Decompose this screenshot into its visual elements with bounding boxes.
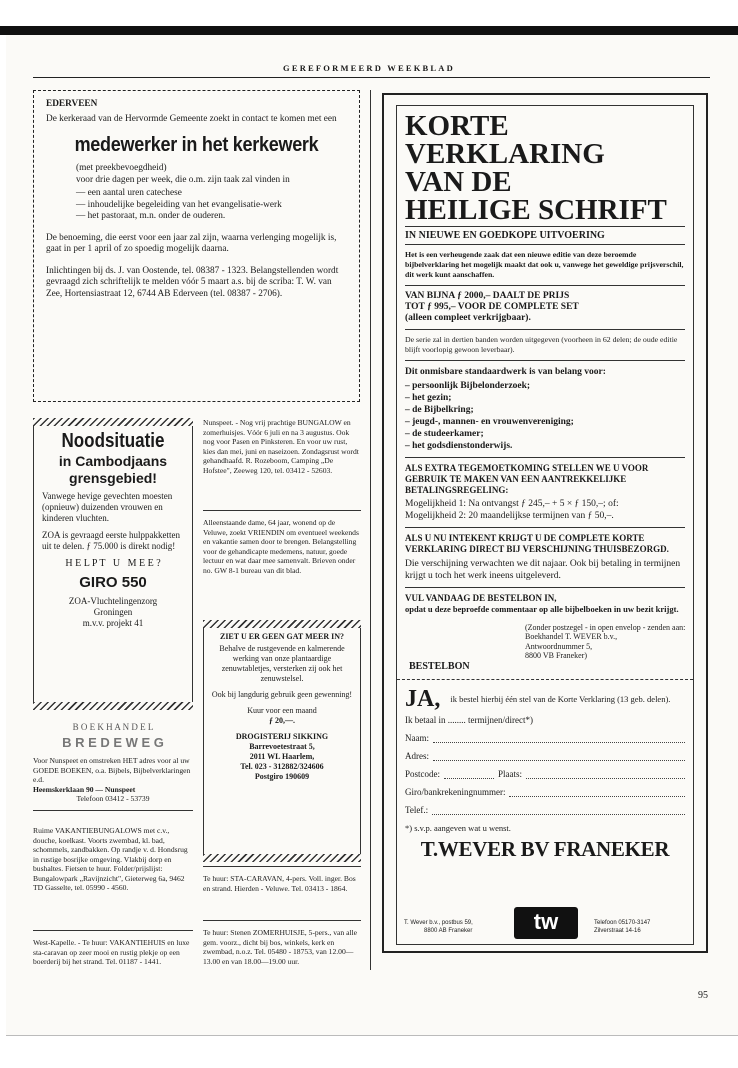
korte-zonder4: 8800 VB Franeker): [525, 651, 588, 660]
title-line: KORTE: [405, 110, 509, 142]
zigzag-border-bottom: [203, 854, 361, 862]
giro-label: Giro/bankrekeningnummer:: [405, 786, 506, 797]
sikking-name: DROGISTERIJ SIKKING: [235, 732, 329, 741]
ederveen-item: — een aantal uren catechese: [76, 188, 182, 198]
form-adres[interactable]: [405, 751, 685, 761]
ederveen-item: — inhoudelijke begeleiding van het evangelisatie-werk: [76, 199, 282, 210]
naam-label: Naam:: [405, 732, 429, 743]
header-rule: [33, 77, 710, 78]
wever-name: T.WEVER BV FRANEKER: [420, 836, 670, 861]
ja-text: ik bestel hierbij één stel van de Korte Verklaring (13 geb. delen).: [450, 693, 671, 704]
zoa-org: ZOA-Vluchtelingenzorg: [68, 596, 158, 606]
classified-ad: Alleenstaande dame, 64 jaar, wonend op de Veluwe, zoekt VRIENDIN om eventueel weekends en vakantie samen door te brengen. Belangstelling voor de gehandicapte medemens, natuur, goede lectuur en wat daar mee samenvalt. Brieven onder no. GW 8-1 bureau van dit blad.: [203, 518, 359, 575]
ederveen-sub2: voor drie dagen per week, die o.m. zijn taak zal vinden in: [76, 174, 290, 185]
korte-price2: TOT ƒ 995,– VOOR DE COMPLETE SET: [405, 302, 579, 312]
ederveen-headline: medewerker in het kerkewerk: [74, 134, 319, 156]
telef-label: Telef.:: [405, 804, 429, 815]
sikking-body: Behalve de rustgevende en kalmerende werking van onze plantaardige zenuwtabletjes, versterken zij ook het zenuwstelsel.: [219, 644, 345, 683]
sikking-ad: [203, 620, 361, 860]
zoa-giro: GIRO 550: [79, 574, 147, 591]
bredeweg-phone: Telefoon 03412 - 53739: [76, 794, 150, 803]
bredeweg-name: B R E D E W E G: [62, 735, 164, 750]
wever-addr-right2: Zilverstraat 14-16: [594, 928, 641, 934]
zoa-project: m.v.v. projekt 41: [82, 618, 144, 628]
title-line: VAN DE: [405, 166, 512, 198]
korte-mog2: Mogelijkheid 2: 20 maandelijkse termijnen van ƒ 50,–.: [405, 511, 614, 521]
zoa-title3: grensgebied!: [69, 470, 157, 486]
title-line: HEILIGE SCHRIFT: [405, 194, 667, 226]
sikking-price: ƒ 20,—.: [269, 716, 295, 725]
sikking-city: 2011 WL Haarlem,: [249, 752, 315, 761]
ederveen-ad: [33, 90, 360, 402]
zigzag-border-top: [33, 418, 193, 426]
title-line: VERKLARING: [405, 138, 605, 170]
classified-ad: Te huur: STA-CARAVAN, 4-pers. Voll. inger. Bos en strand. Hierden - Veluwe. Tel. 03413 - 1864.: [203, 874, 356, 893]
form-postcode[interactable]: [405, 769, 685, 779]
korte-intro: Het is een verheugende zaak dat een nieuwe editie van deze beroemde bijbelverklaring het mogelijk maakt dat ook u, vanwege het geweldige prijsverschil, dit werk kunt aanschaffen.: [405, 250, 684, 279]
sikking-giro: Postgiro 190609: [254, 772, 310, 781]
classified-ad: Te huur: Stenen ZOMERHUISJE, 5-pers., van alle gem. voorz., dicht bij bos, winkels, kerk en zwembad, n.o.z. Tel. 05480 - 18753, van 12.00—13.00 en van 18.00—19.00 uur.: [203, 928, 358, 966]
korte-zonder: (Zonder postzegel - in open envelop - zenden aan:: [525, 622, 686, 632]
bredeweg-address: Heemskerklaan 90 — Nunspeet: [33, 784, 136, 794]
zigzag-border-top: [203, 620, 361, 628]
ederveen-heading: EDERVEEN: [46, 99, 98, 109]
adres-label: Adres:: [405, 750, 429, 761]
divider: [203, 866, 361, 867]
korte-serie: De serie zal in dertien banden worden uitgegeven (voorheen in 62 delen; de oude editie blijft voorlopig gewoon leverbaar).: [405, 335, 678, 354]
zoa-help: H E L P T U M E E ?: [65, 558, 161, 569]
zoa-body2: ZOA is gevraagd eerste hulppakketten uit te delen. ƒ 75.000 is direkt nodig!: [42, 530, 180, 551]
divider: [203, 510, 361, 511]
bredeweg-ad: [33, 718, 193, 811]
classified-ad: Nunspeet. - Nog vrij prachtige BUNGALOW en zomerhuisjes. Vóór 6 juli en na 3 augustus. Ook nog voor Pasen en Pinksteren. En voor uw rust, kies dan mei, juni en naseizoen. Zondagsrust wordt gehandhaafd. R. Rozeboom, Camping „De Hofstee", Zeeweg 120, tel. 03412 - 52603.: [203, 418, 359, 475]
korte-vul2: opdat u deze beproefde commentaar op alle bijbelboeken in uw bezit krijgt.: [405, 604, 679, 614]
ja-label: JA,: [405, 685, 441, 712]
zoa-title2: in Cambodjaans: [58, 453, 168, 469]
divider: [203, 920, 361, 921]
korte-list-item: – het godsdienstonderwijs.: [405, 441, 513, 451]
bredeweg-label: B O E K H A N D E L: [72, 722, 154, 732]
ederveen-para2: De benoeming, die eerst voor een jaar zal zijn, waarna verlenging mogelijk is, gaat in per 1 april of zo spoedig mogelijk daarna.: [46, 232, 337, 254]
korte-subtitle: IN NIEUWE EN GOEDKOPE UITVOERING: [405, 230, 605, 241]
form-giro[interactable]: [405, 787, 685, 797]
ederveen-intro: De kerkeraad van de Hervormde Gemeente zoekt in contact te komen met een: [46, 113, 337, 124]
sikking-kuur: Kuur voor een maand: [247, 706, 317, 715]
classified-ad: West-Kapelle. - Te huur: VAKANTIEHUIS en luxe sta-caravan op zeer mooi en rustig plekje op een boerderij bij het strand. Tel. 01187 - 1441.: [33, 938, 190, 966]
page-number: 95: [698, 990, 708, 1001]
sikking-tel: Tel. 023 - 312882/324606: [240, 762, 324, 771]
korte-price3: (alleen compleet verkrijgbaar).: [405, 313, 531, 323]
bestelbon-label: BESTELBON: [409, 660, 470, 672]
korte-list-item: – persoonlijk Bijbelonderzoek;: [405, 381, 531, 391]
korte-zonder3: Antwoordnummer 5,: [525, 641, 593, 651]
korte-vul: VUL VANDAAG DE BESTELBON IN,: [405, 593, 557, 603]
korte-list-item: – de studeerkamer;: [405, 429, 484, 439]
plaats-label: Plaats:: [498, 768, 522, 779]
ederveen-para3: Inlichtingen bij ds. J. van Oostende, tel. 08387 - 1323. Belangstellenden wordt gevraagd zich schriftelijk te melden vóór 5 maart a.s. bij de scriba: T. W. van Zee, Hortensiastraat 12, 6744 AB Ederveen (tel. 08387 - 2706).: [46, 265, 339, 299]
ederveen-sub1: (met preekbevoegdheid): [76, 163, 167, 173]
korte-extra: ALS EXTRA TEGEMOETKOMING STELLEN WE U VOOR GEBRUIK TE MAKEN VAN EEN AANTREKKELIJKE BETALINGSREGELING:: [405, 463, 649, 495]
korte-mog1: Mogelijkheid 1: Na ontvangst ƒ 245,– + 5 × ƒ 150,–; of:: [405, 499, 619, 509]
form-footnote: *) s.v.p. aangeven wat u wenst.: [405, 822, 511, 833]
sikking-street: Barrevoetestraat 5,: [249, 742, 315, 751]
zoa-ad: [33, 418, 193, 708]
form-betaal: Ik betaal in ........ termijnen/direct*): [405, 714, 533, 725]
cut-line: [397, 679, 693, 680]
zigzag-border-bottom: [33, 702, 193, 710]
sikking-head: ZIET U ER GEEN GAT MEER IN?: [219, 632, 345, 641]
divider: [33, 930, 193, 931]
zoa-city: Groningen: [93, 607, 133, 617]
tw-logo: tw: [514, 907, 578, 939]
korte-intekent: ALS U NU INTEKENT KRIJGT U DE COMPLETE KORTE VERKLARING DIRECT BIJ VERSCHIJNING THUISBEZORGD.: [405, 533, 669, 554]
zoa-title1: Noodsituatie: [61, 430, 165, 452]
korte-belang: Dit onmisbare standaardwerk is van belang voor:: [405, 367, 606, 377]
wever-addr-right1: Telefoon 05170-3147: [594, 920, 651, 926]
korte-price1: VAN BIJNA ƒ 2000,– DAALT DE PRIJS: [405, 291, 570, 301]
bredeweg-body: Voor Nunspeet en omstreken HET adres voor al uw GOEDE BOEKEN, o.a. Bijbels, Bijbelverklaringen e.d.: [33, 756, 191, 784]
zoa-body: Vanwege hevige gevechten moesten (opnieuw) duizenden vrouwen en kinderen vluchten.: [42, 491, 173, 523]
korte-list-item: – het gezin;: [405, 393, 452, 403]
scan-top-border: [0, 26, 738, 35]
korte-verschijn: Die verschijning verwachten we dit najaar. Ook bij betaling in termijnen krijgt u toch het werk ineens uitgeleverd.: [405, 559, 681, 581]
page-bottom-edge: [6, 1035, 738, 1036]
wever-addr-left2: 8800 AB Franeker: [424, 928, 473, 934]
korte-verklaring-ad: [382, 93, 708, 953]
korte-list-item: – jeugd-, mannen- en vrouwenvereniging;: [405, 417, 574, 427]
wever-addr-left1: T. Wever b.v., postbus 59,: [404, 920, 473, 926]
ederveen-item: — het pastoraat, m.n. onder de ouderen.: [76, 211, 226, 221]
postcode-label: Postcode:: [405, 768, 440, 779]
form-telef[interactable]: [405, 805, 685, 815]
korte-zonder2: Boekhandel T. WEVER b.v.,: [525, 632, 618, 641]
korte-list-item: – de Bijbelkring;: [405, 405, 474, 415]
column-divider: [370, 90, 371, 970]
form-naam[interactable]: [405, 733, 685, 743]
page-header: GEREFORMEERD WEEKBLAD: [283, 63, 455, 73]
sikking-body2: Ook bij langdurig gebruik geen gewenning!: [211, 690, 353, 699]
classified-ad: Ruime VAKANTIEBUNGALOWS met c.v., douche, koelkast. Voorts zwembad, kl. bad, schommels, zandbakken. Op randje v. d. Hondsrug in rustige bosrijke omgeving. Vlakbij dorp en bushaltes. Fietsen te huur. Folder/prijslijst: Bungalowpark „Ravijnzicht", Gieterweg 6a, 9462 TD Gasselte, tel. 05990 - 4560.: [33, 826, 188, 892]
